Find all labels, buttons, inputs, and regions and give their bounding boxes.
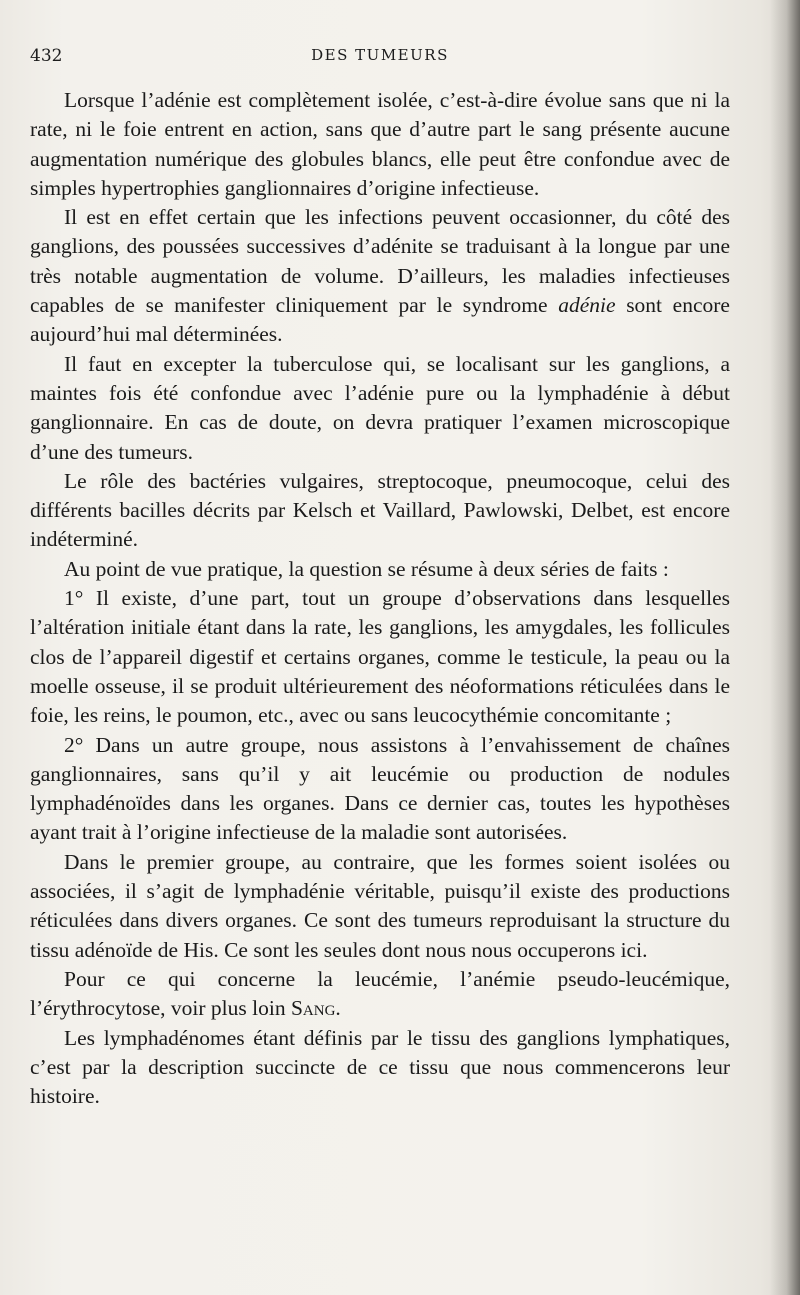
paragraph-8: Dans le premier groupe, au contraire, que les formes soient isolées ou associées, il s’agit de lymphadénie véritable, puisqu’il existe des productions réticulées dans divers organes. Ce sont des tumeurs reproduisant la structure du tissu adénoïde de His. Ce sont les seules dont nous nous occuperons ici. xyxy=(30,849,730,962)
paragraph-9-before: Pour ce qui concerne la leucémie, l’anémie pseudo-leucémique, l’érythrocytose, voir plus loin xyxy=(30,966,730,1021)
smallcaps-sang: Sang xyxy=(290,996,336,1021)
paragraph-4: Le rôle des bactéries vulgaires, streptocoque, pneumocoque, celui des différents bacilles décrits par Kelsch et Vaillard, Pawlowski, Delbet, est encore indéterminé. xyxy=(30,468,730,552)
paragraph-7: 2° Dans un autre groupe, nous assistons à l’envahissement de chaînes ganglionnaires, sans qu’il y ait leucémie ou production de nodules lymphadénoïdes dans les organes. Dans ce dernier cas, toutes les hypothèses ayant trait à l’origine infectieuse de la maladie sont autorisées. xyxy=(30,732,730,845)
paragraph-2-before: Il est en effet certain que les infections peuvent occasionner, du côté des ganglions, des poussées successives d’adénite se traduisant à la longue par une très notable augmentation de volume. D’ailleurs, les maladies infectieuses capables de se manifester cliniquement par le syndrome xyxy=(30,205,730,318)
paragraph-5: Au point de vue pratique, la question se résume à deux séries de faits : xyxy=(64,556,669,581)
paragraph-2 xyxy=(30,203,730,349)
paragraph-9 xyxy=(30,965,730,1024)
paragraph-6: 1° Il existe, d’une part, tout un groupe d’observations dans lesquelles l’altération initiale étant dans la rate, les ganglions, les amygdales, les follicules clos de l’appareil digestif et certains organes, comme le testicule, la peau ou la moelle osseuse, il se produit ultérieurement des néoformations réticulées dans le foie, les reins, le poumon, etc., avec ou sans leucocythémie concomitante ; xyxy=(30,586,730,728)
paragraph-3: Il faut en excepter la tuberculose qui, se localisant sur les ganglions, a maintes fois été confondue avec l’adénie pure ou la lymphadénie à début ganglionnaire. En cas de doute, on devra pratiquer l’examen microscopique d’une des tumeurs. xyxy=(30,351,730,464)
paragraph-2-after: sont encore aujourd’hui mal déterminées. xyxy=(30,293,730,347)
page-number: 432 xyxy=(30,46,63,66)
running-title: DES TUMEURS xyxy=(311,46,449,64)
book-spine-shadow xyxy=(770,0,800,1295)
paragraph-1: Lorsque l’adénie est complètement isolée, c’est-à-dire évolue sans que ni la rate, ni le foie entrent en action, sans que d’autre part le sang présente aucune augmentation numérique des globules blancs, elle peut être confondue avec de simples hypertrophies ganglionnaires d’origine infectieuse. xyxy=(30,88,730,200)
emphasis-adenie: adénie xyxy=(558,293,616,318)
body-text xyxy=(30,86,730,1111)
page-header xyxy=(30,42,730,70)
paragraph-10: Les lymphadénomes étant définis par le tissu des ganglions lymphatiques, c’est par la description succincte de ce tissu que nous commencerons leur histoire. xyxy=(30,1025,730,1109)
paragraph-9-after: . xyxy=(335,996,341,1021)
